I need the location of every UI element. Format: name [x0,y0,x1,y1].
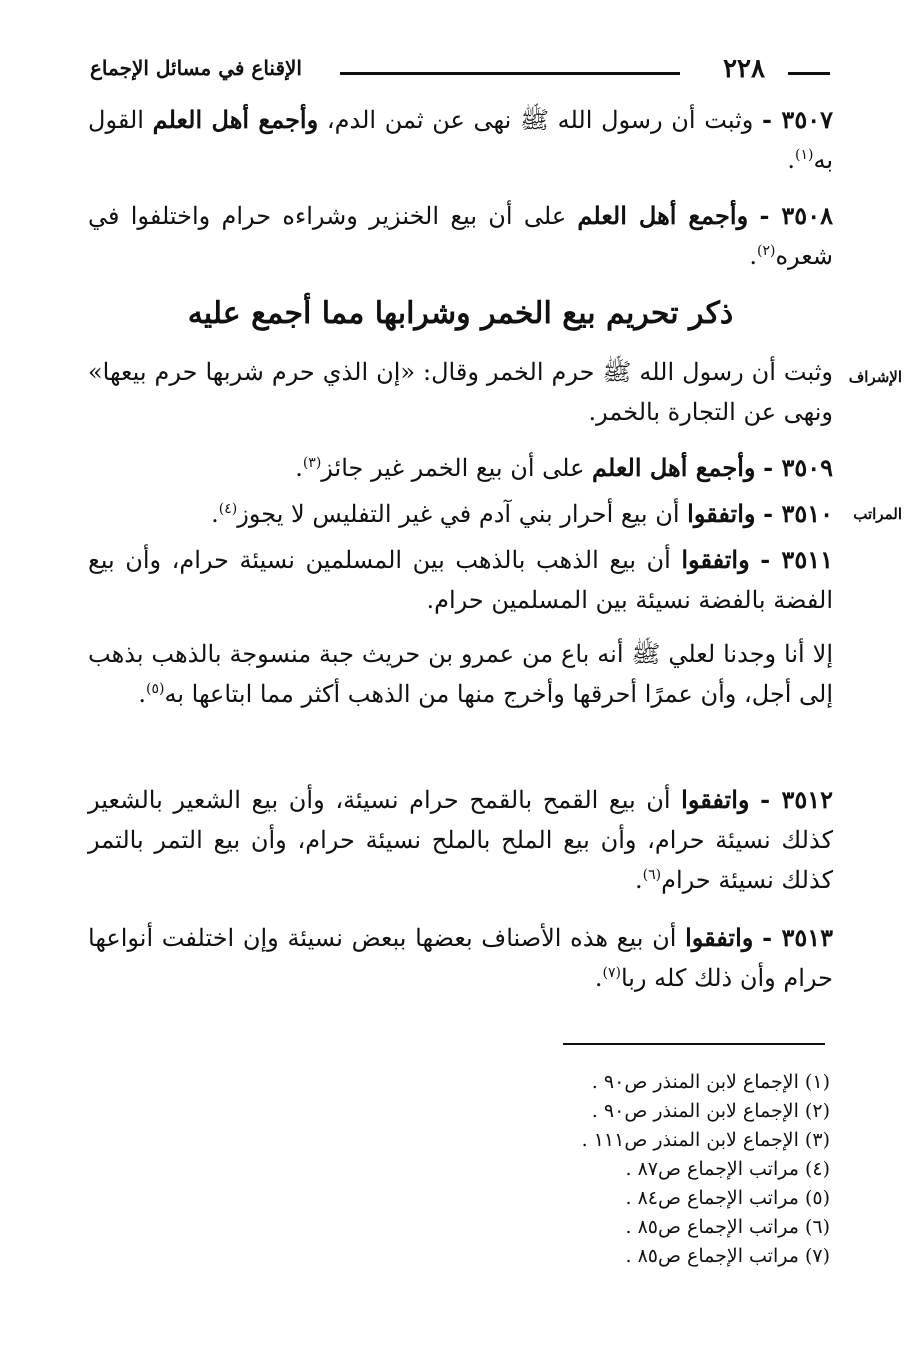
bold-phrase: وأجمع أهل العلم [592,453,756,482]
paragraph-end: . [635,866,643,894]
header-rule-middle [340,72,680,75]
item-number: ٣٥٠٨ - [759,201,833,230]
paragraph-end: . [787,146,795,174]
paragraph-text: أن بيع القمح بالقمح حرام نسيئة، وأن بيع الشعير بالشعير كذلك نسيئة حرام، وأن بيع الملح بالملح نسيئة حرام، وأن بيع التمر بالتمر كذلك نسيئة حرام [88,786,833,894]
paragraph-3508 [88,196,833,276]
margin-note-maratib: المراتب [853,505,902,523]
main-text [88,100,833,1000]
paragraph-3511 [88,540,833,620]
footnote-ref[interactable]: (٧) [602,965,621,981]
footnote-6: (٦) مراتب الإجماع ص٨٥ . [625,1216,830,1238]
item-number: ٣٥١٣ - [762,923,834,952]
footnote-1: (١) الإجماع لابن المنذر ص٩٠ . [591,1071,830,1093]
paragraph-end: . [211,500,219,528]
paragraph-3510 [88,494,833,534]
paragraph-end: . [594,964,603,992]
paragraph-text: وثبت أن رسول الله ﷺ نهى عن ثمن الدم، [318,106,754,134]
footnote-ref[interactable]: (١) [794,147,814,163]
paragraph-text: القول به [88,106,833,174]
footnote-separator [563,1043,825,1045]
footnote-3: (٣) الإجماع لابن المنذر ص١١١ . [581,1129,830,1151]
paragraph-3512 [88,780,833,900]
intro-paragraph: وثبت أن رسول الله ﷺ حرم الخمر وقال: «إن الذي حرم شربها حرم بيعها» ونهى عن التجارة بالخمر. [88,358,833,426]
paragraph-3509 [88,448,833,488]
bold-phrase: واتفقوا [687,499,756,528]
margin-note-ishraf: الإشراف [848,368,902,386]
paragraph-text: على أن بيع الخمر غير جائز [321,454,593,482]
footnote-ref[interactable]: (٤) [218,501,238,517]
paragraph-end: . [295,454,303,482]
footnotes [420,1068,830,1271]
paragraph-text: إلا أنا وجدنا لعلي ﷺ أنه باع من عمرو بن حريث جبة منسوجة بالذهب بذهب إلى أجل، وأن عمرًا أحرقها وأخرج منها من الذهب أكثر مما ابتاعها به [88,640,833,708]
paragraph-text: على أن بيع الخنزير وشراءه حرام واختلفوا في شعره [88,202,833,270]
bold-phrase: واتفقوا [681,545,750,574]
item-number: ٣٥١٢ - [760,785,833,814]
item-number: ٣٥٠٩ - [763,453,833,482]
item-number: ٣٥١١ - [760,545,833,574]
footnote-5: (٥) مراتب الإجماع ص٨٤ . [625,1187,830,1209]
bold-phrase: وأجمع أهل العلم [577,201,749,230]
footnote-ref[interactable]: (٢) [757,243,776,259]
continuation-paragraph [88,634,833,714]
footnote-ref[interactable]: (٥) [146,681,165,697]
paragraph-3513 [88,918,833,998]
running-title: الإقناع في مسائل الإجماع [90,56,302,80]
paragraph-text: أن بيع هذه الأصناف بعضها ببعض نسيئة وإن اختلفت أنواعها حرام وأن ذلك كله ربا [88,924,833,992]
page-header [90,50,830,92]
footnote-ref[interactable]: (٦) [642,867,662,883]
paragraph-text: أن بيع الذهب بالذهب بين المسلمين نسيئة حرام، وأن بيع الفضة بالفضة نسيئة بين المسلمين حرام. [88,546,833,614]
paragraph-end: . [138,680,146,708]
paragraph-end: . [749,242,758,270]
header-rule-right [788,72,830,75]
footnote-ref[interactable]: (٣) [302,455,322,471]
bold-phrase: واتفقوا [685,923,754,952]
item-number: ٣٥١٠ - [763,499,833,528]
paragraph-3507 [88,100,833,180]
page-number: ٢٢٨ [723,54,765,84]
paragraph-text: أن بيع أحرار بني آدم في غير التفليس لا يجوز [237,500,688,528]
footnote-7: (٧) مراتب الإجماع ص٨٥ . [625,1245,830,1267]
item-number: ٣٥٠٧ - [762,105,833,134]
footnote-4: (٤) مراتب الإجماع ص٨٧ . [625,1158,830,1180]
bold-phrase: واتفقوا [681,785,750,814]
section-heading: ذكر تحريم بيع الخمر وشرابها مما أجمع عليه [187,296,734,331]
footnote-2: (٢) الإجماع لابن المنذر ص٩٠ . [591,1100,830,1122]
bold-phrase: وأجمع أهل العلم [152,105,319,134]
